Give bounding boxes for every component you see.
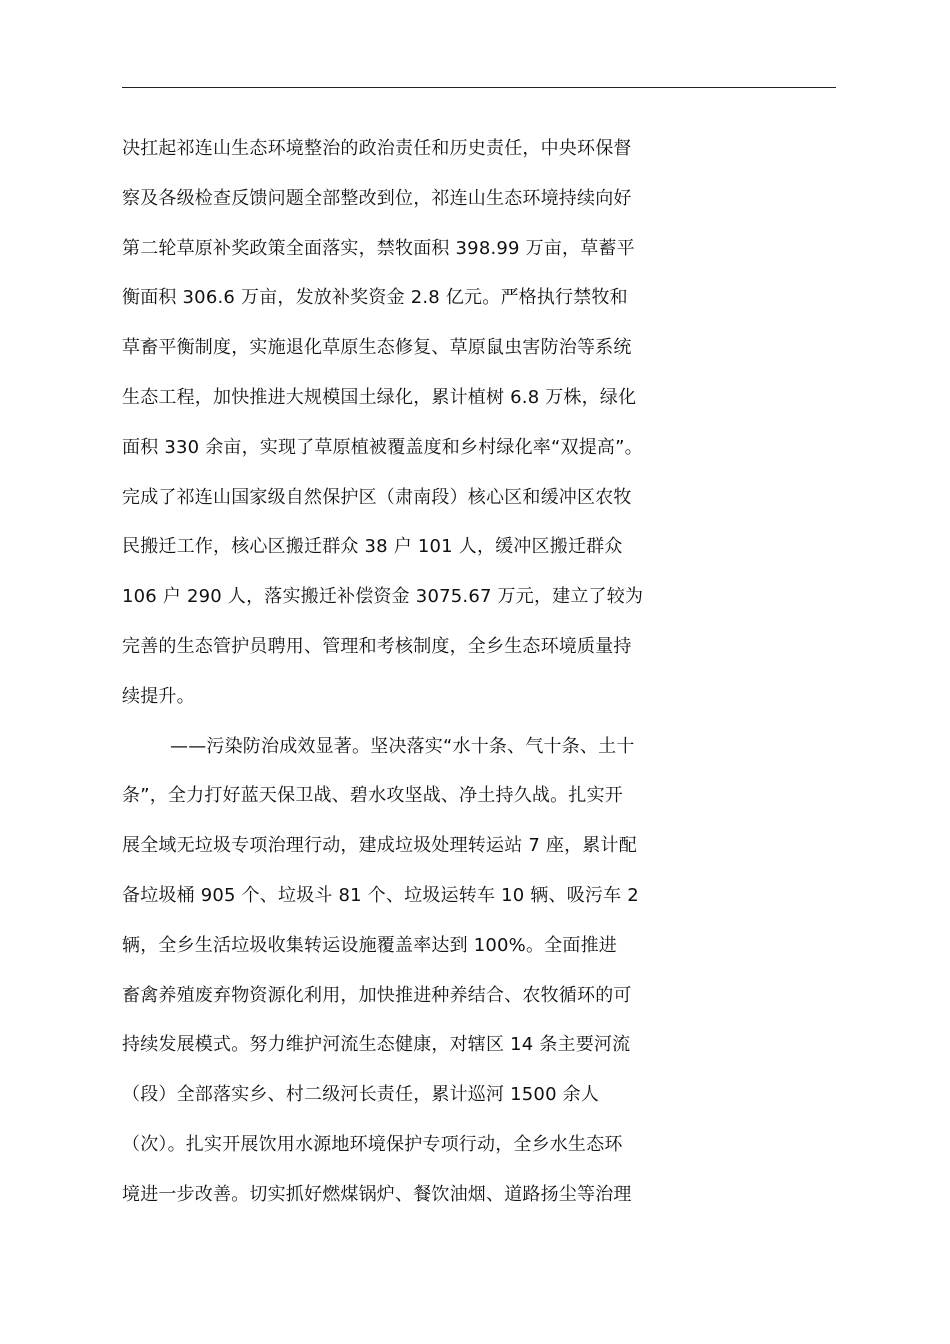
text-line: ——污染防治成效显著。坚决落实“水十条、气十条、土十 — [170, 735, 635, 757]
text-line: 第二轮草原补奖政策全面落实，禁牧面积 398.99 万亩，草蓄平 — [122, 237, 635, 259]
text-line: 境进一步改善。切实抓好燃煤锅炉、餐饮油烟、道路扬尘等治理 — [122, 1183, 632, 1205]
text-line: 备垃圾桶 905 个、垃圾斗 81 个、垃圾运转车 10 辆、吸污车 2 — [122, 884, 639, 906]
text-line: 民搬迁工作，核心区搬迁群众 38 户 101 人，缓冲区搬迁群众 — [122, 536, 623, 558]
text-line: 持续发展模式。努力维护河流生态健康，对辖区 14 条主要河流 — [122, 1034, 631, 1056]
text-line: 完善的生态管护员聘用、管理和考核制度，全乡生态环境质量持 — [122, 635, 632, 657]
header-rule — [122, 87, 836, 88]
text-line: 决扛起祁连山生态环境整治的政治责任和历史责任，中央环保督 — [122, 138, 632, 159]
body-text — [122, 124, 852, 1220]
text-line: 草畜平衡制度，实施退化草原生态修复、草原鼠虫害防治等系统 — [122, 337, 632, 359]
text-line: 106 户 290 人，落实搬迁补偿资金 3075.67 万元，建立了较为 — [122, 586, 644, 608]
text-line: 察及各级检查反馈问题全部整改到位，祁连山生态环境持续向好 — [122, 187, 632, 209]
text-line: 辆，全乡生活垃圾收集转运设施覆盖率达到 100%。全面推进 — [122, 934, 617, 956]
text-line: 面积 330 余亩，实现了草原植被覆盖度和乡村绿化率“双提高”。 — [122, 436, 643, 458]
text-line: 条”，全力打好蓝天保卫战、碧水攻坚战、净土持久战。扎实开 — [122, 785, 623, 807]
text-line: 生态工程，加快推进大规模国土绿化，累计植树 6.8 万株，绿化 — [122, 386, 637, 408]
text-line: 衡面积 306.6 万亩，发放补奖资金 2.8 亿元。严格执行禁牧和 — [122, 287, 628, 309]
text-line: 展全域无垃圾专项治理行动，建成垃圾处理转运站 7 座，累计配 — [122, 835, 637, 857]
text-line: 完成了祁连山国家级自然保护区（肃南段）核心区和缓冲区农牧 — [122, 486, 632, 508]
text-line: （次）。扎实开展饮用水源地环境保护专项行动，全乡水生态环 — [122, 1133, 623, 1155]
text-line: （段）全部落实乡、村二级河长责任，累计巡河 1500 余人 — [122, 1084, 600, 1106]
text-line: 畜禽养殖废弃物资源化利用，加快推进种养结合、农牧循环的可 — [122, 984, 632, 1006]
text-line: 续提升。 — [122, 685, 195, 707]
